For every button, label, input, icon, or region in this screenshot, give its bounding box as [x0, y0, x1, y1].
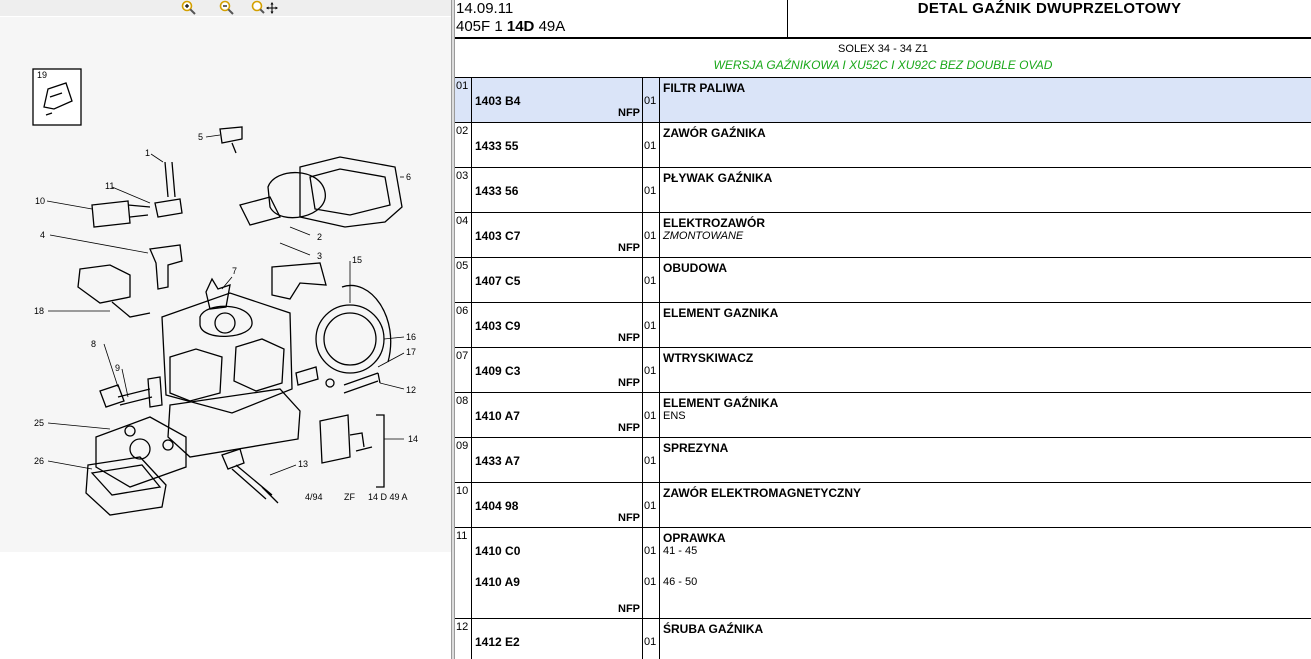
drawing-footer-code: 14 D 49 A [368, 492, 408, 502]
drawing-footer-date: 4/94 [305, 492, 323, 502]
zoom-fit-icon[interactable] [250, 0, 278, 16]
header-code-c: 49A [538, 18, 566, 35]
nfp-badge: NFP [618, 107, 640, 119]
diagram-pane [0, 0, 451, 659]
part-reference[interactable]: 1433 55 [475, 139, 519, 153]
part-reference[interactable]: 1410 A7 [475, 409, 520, 423]
part-name: ZAWÓR GAŹNIKA [663, 126, 766, 140]
part-note: 41 - 45 [663, 545, 698, 557]
callout-19: 19 [37, 70, 48, 80]
description-cell [660, 619, 1311, 659]
description-cell [660, 348, 1311, 392]
subheader-version: WERSJA GAŹNIKOWA I XU52C I XU92C BEZ DOUBLE OVAD [713, 58, 1053, 72]
part-quantity: 01 [644, 320, 657, 332]
subheader-model: SOLEX 34 - 34 Z1 [838, 43, 928, 55]
part-reference[interactable]: 1403 C7 [475, 229, 521, 243]
description-cell [660, 303, 1311, 347]
part-quantity: 01 [644, 545, 657, 557]
reference-cell [472, 438, 643, 482]
exploded-parts-diagram[interactable] [0, 17, 451, 552]
parts-list-pane [455, 0, 1311, 659]
reference-cell [472, 78, 643, 122]
quantity-cell [643, 78, 660, 122]
table-row[interactable] [455, 213, 1311, 258]
part-name: PŁYWAK GAŹNIKA [663, 171, 773, 185]
reference-cell [472, 303, 643, 347]
row-index: 02 [455, 123, 472, 167]
part-reference[interactable]: 1404 98 [475, 499, 519, 513]
description-cell [660, 78, 1311, 122]
row-index: 01 [455, 78, 472, 122]
part-quantity: 01 [644, 455, 657, 467]
description-cell [660, 528, 1311, 618]
row-index: 12 [455, 619, 472, 659]
part-reference[interactable]: 1410 A9 [475, 575, 520, 589]
reference-cell [472, 348, 643, 392]
quantity-cell [643, 438, 660, 482]
description-cell [660, 168, 1311, 212]
callout-18: 18 [34, 306, 45, 316]
callout-7: 7 [232, 266, 238, 276]
reference-cell [472, 168, 643, 212]
quantity-cell [643, 168, 660, 212]
part-quantity: 01 [644, 140, 657, 152]
table-row[interactable] [455, 78, 1311, 123]
quantity-cell [643, 303, 660, 347]
table-row[interactable] [455, 619, 1311, 659]
callout-11: 11 [105, 181, 115, 191]
part-note: ENS [663, 410, 686, 422]
quantity-cell [643, 619, 660, 659]
nfp-badge: NFP [618, 603, 640, 615]
part-name: ELEKTROZAWÓR [663, 216, 765, 230]
reference-cell [472, 213, 643, 257]
part-quantity: 01 [644, 636, 657, 648]
callout-26: 26 [34, 456, 45, 466]
page-title: DETAL GAŹNIK DWUPRZELOTOWY [917, 0, 1182, 17]
row-index: 03 [455, 168, 472, 212]
reference-cell [472, 528, 643, 618]
callout-1: 1 [145, 148, 151, 158]
part-subtitle: ZMONTOWANE [663, 230, 744, 242]
description-cell [660, 213, 1311, 257]
part-quantity: 01 [644, 365, 657, 377]
nfp-badge: NFP [618, 512, 640, 524]
part-quantity: 01 [644, 576, 657, 588]
part-name: FILTR PALIWA [663, 81, 746, 95]
part-reference[interactable]: 1409 C3 [475, 364, 521, 378]
part-quantity: 01 [644, 95, 657, 107]
part-reference[interactable]: 1407 C5 [475, 274, 521, 288]
row-index: 05 [455, 258, 472, 302]
table-row[interactable] [455, 348, 1311, 393]
part-reference[interactable]: 1412 E2 [475, 635, 520, 649]
part-reference[interactable]: 1403 C9 [475, 319, 521, 333]
table-row[interactable] [455, 483, 1311, 528]
part-quantity: 01 [644, 275, 657, 287]
description-cell [660, 483, 1311, 527]
table-row[interactable] [455, 528, 1311, 619]
part-reference[interactable]: 1410 C0 [475, 544, 521, 558]
part-reference[interactable]: 1403 B4 [475, 94, 521, 108]
callout-16: 16 [406, 332, 417, 342]
callout-14: 14 [408, 434, 419, 444]
row-index: 09 [455, 438, 472, 482]
part-quantity: 01 [644, 230, 657, 242]
callout-6: 6 [406, 172, 412, 182]
part-name: ŚRUBA GAŹNIKA [663, 622, 764, 636]
row-index: 07 [455, 348, 472, 392]
callout-10: 10 [35, 196, 46, 206]
table-row[interactable] [455, 393, 1311, 438]
reference-cell [472, 619, 643, 659]
nfp-badge: NFP [618, 242, 640, 254]
drawing-footer-zf: ZF [344, 492, 355, 502]
header-code [456, 18, 565, 36]
part-reference[interactable]: 1433 56 [475, 184, 519, 198]
callout-5: 5 [198, 132, 204, 142]
description-cell [660, 258, 1311, 302]
callout-12: 12 [406, 385, 417, 395]
zoom-in-icon[interactable] [180, 0, 198, 16]
description-cell [660, 393, 1311, 437]
callout-3: 3 [317, 251, 323, 261]
row-index: 04 [455, 213, 472, 257]
callout-15: 15 [352, 255, 363, 265]
header-code-b: 14D [506, 18, 535, 35]
table-row[interactable] [455, 438, 1311, 483]
header-divider [455, 37, 1311, 39]
description-cell [660, 123, 1311, 167]
description-cell [660, 438, 1311, 482]
part-note: 46 - 50 [663, 576, 698, 588]
nfp-badge: NFP [618, 422, 640, 434]
part-quantity: 01 [644, 185, 657, 197]
part-name: ELEMENT GAZNIKA [663, 306, 779, 320]
quantity-cell [643, 258, 660, 302]
quantity-cell [643, 348, 660, 392]
reference-cell [472, 483, 643, 527]
reference-cell [472, 258, 643, 302]
part-name: ZAWÓR ELEKTROMAGNETYCZNY [663, 486, 861, 500]
diagram-toolbar [0, 0, 451, 16]
callout-25: 25 [34, 418, 45, 428]
table-row[interactable] [455, 303, 1311, 348]
quantity-cell [643, 213, 660, 257]
nfp-badge: NFP [618, 332, 640, 344]
callout-13: 13 [298, 459, 309, 469]
header-date: 14.09.11 [456, 0, 514, 17]
quantity-cell [643, 528, 660, 618]
table-row[interactable] [455, 168, 1311, 213]
callout-8: 8 [91, 339, 97, 349]
part-name: OBUDOWA [663, 261, 727, 275]
zoom-out-icon[interactable] [218, 0, 236, 16]
callout-9: 9 [115, 363, 121, 373]
part-name: ELEMENT GAŹNIKA [663, 396, 779, 410]
reference-cell [472, 393, 643, 437]
quantity-cell [643, 123, 660, 167]
reference-cell [472, 123, 643, 167]
callout-2: 2 [317, 232, 323, 242]
row-index: 08 [455, 393, 472, 437]
part-quantity: 01 [644, 500, 657, 512]
callout-4: 4 [40, 230, 46, 240]
part-reference[interactable]: 1433 A7 [475, 454, 520, 468]
part-name: WTRYSKIWACZ [663, 351, 754, 365]
header-code-a: 405F 1 [456, 18, 503, 35]
quantity-cell [643, 483, 660, 527]
callout-17: 17 [406, 347, 417, 357]
part-name: SPREZYNA [663, 441, 729, 455]
row-index: 06 [455, 303, 472, 347]
header-info [455, 0, 788, 38]
part-quantity: 01 [644, 410, 657, 422]
row-index: 10 [455, 483, 472, 527]
table-row[interactable] [455, 123, 1311, 168]
part-name: OPRAWKA [663, 531, 726, 545]
nfp-badge: NFP [618, 377, 640, 389]
quantity-cell [643, 393, 660, 437]
row-index: 11 [455, 528, 472, 618]
table-row[interactable] [455, 258, 1311, 303]
